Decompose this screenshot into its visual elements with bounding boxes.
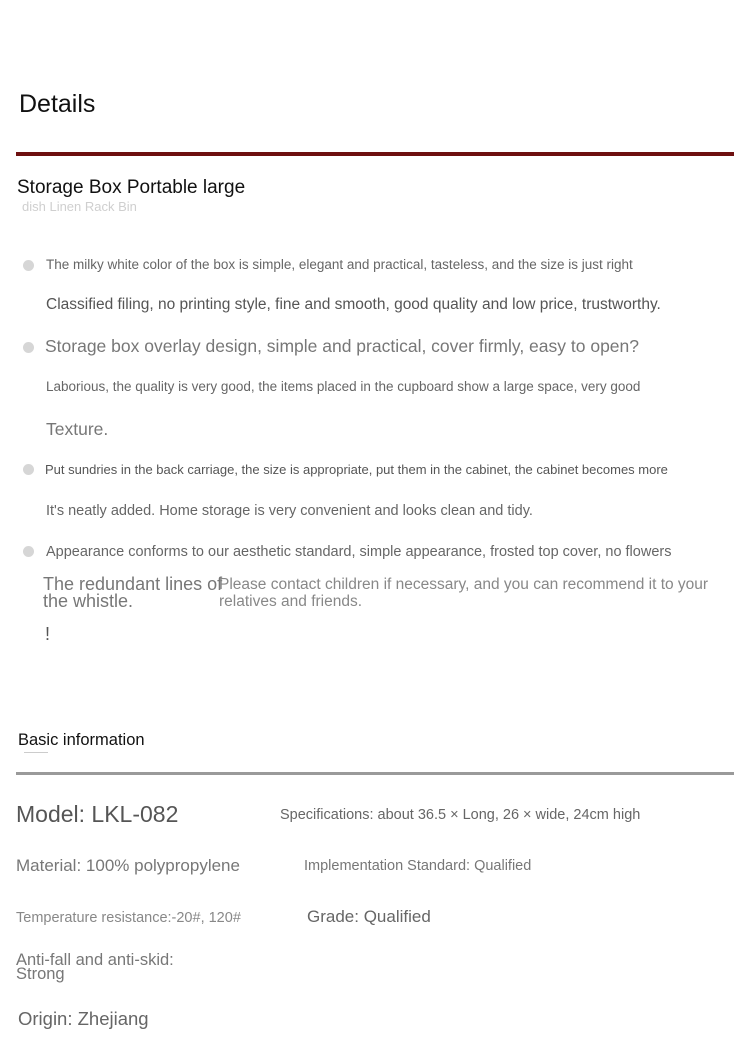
heading-underline: [24, 752, 48, 753]
spec-standard: Implementation Standard: Qualified: [304, 858, 532, 874]
feature-text: Texture.: [46, 419, 109, 439]
spec-temperature: Temperature resistance:-20#, 120#: [16, 910, 241, 926]
title-divider: [16, 152, 734, 156]
spec-material: Material: 100% polypropylene: [16, 856, 240, 875]
feature-text: Appearance conforms to our aesthetic standard, simple appearance, frosted top cover, no flowers: [46, 544, 672, 560]
section-divider: [16, 772, 734, 775]
subtitle-ghost-text: dish Linen Rack Bin: [22, 199, 137, 214]
feature-text: Laborious, the quality is very good, the items placed in the cupboard show a large space, very good: [46, 379, 641, 394]
section-heading: Basic information: [18, 731, 145, 749]
feature-text: Put sundries in the back carriage, the size is appropriate, put them in the cabinet, the cabinet becomes more: [45, 462, 668, 477]
spec-model: Model: LKL-082: [16, 801, 179, 827]
bullet-icon: [23, 464, 34, 475]
feature-text: The redundant lines of the whistle.: [43, 574, 223, 611]
spec-grade: Grade: Qualified: [307, 907, 431, 926]
spec-origin: Origin: Zhejiang: [18, 1008, 149, 1029]
page-title: Details: [19, 90, 96, 118]
feature-text: Please contact children if necessary, and you can recommend it to your relatives and friends.: [219, 576, 709, 610]
bullet-icon: [23, 546, 34, 557]
product-subtitle: Storage Box Portable large: [17, 177, 246, 198]
feature-text: !: [45, 624, 51, 644]
feature-text: Storage box overlay design, simple and practical, cover firmly, easy to open?: [45, 336, 640, 356]
feature-text: It's neatly added. Home storage is very convenient and looks clean and tidy.: [46, 503, 533, 519]
spec-antifall: Anti-fall and anti-skid: Strong: [16, 951, 174, 983]
spec-specifications: Specifications: about 36.5 × Long, 26 × wide, 24cm high: [280, 807, 641, 823]
feature-text: Classified filing, no printing style, fine and smooth, good quality and low price, trustworthy.: [46, 296, 661, 313]
bullet-icon: [23, 342, 34, 353]
feature-text: The milky white color of the box is simple, elegant and practical, tasteless, and the size is just right: [46, 257, 633, 272]
bullet-icon: [23, 260, 34, 271]
